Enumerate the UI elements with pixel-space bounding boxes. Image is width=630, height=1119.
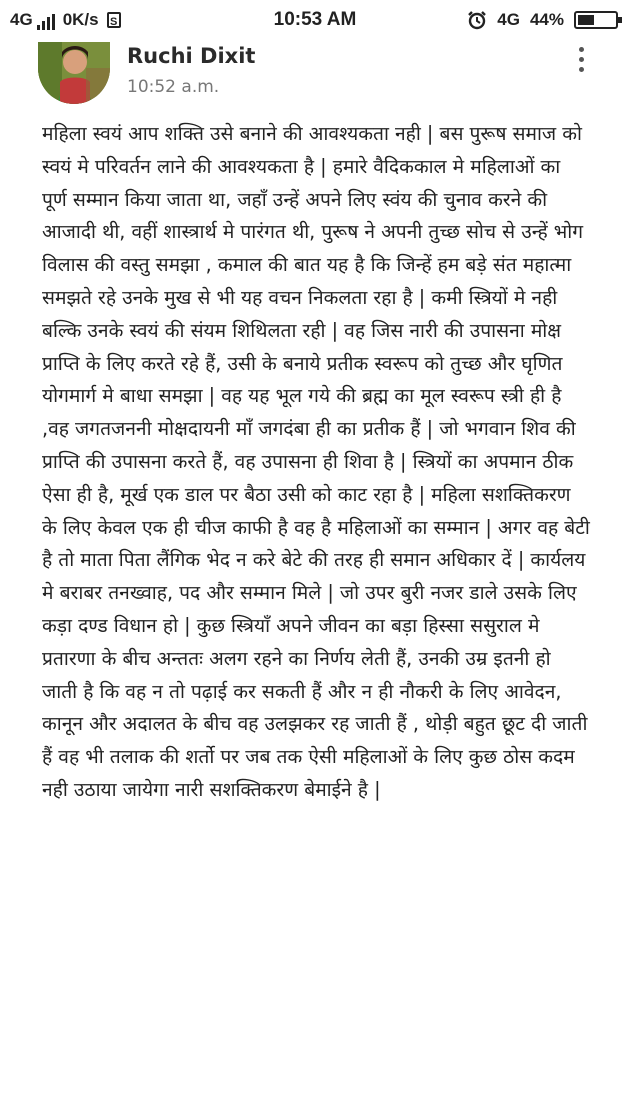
battery-icon xyxy=(574,11,618,29)
author-name[interactable]: Ruchi Dixit xyxy=(127,44,256,68)
status-bar xyxy=(0,0,630,42)
avatar[interactable] xyxy=(38,42,110,104)
battery-fill xyxy=(578,15,594,25)
post-timestamp: 10:52 a.m. xyxy=(127,77,220,97)
network-type-right: 4G xyxy=(497,10,520,29)
post-header xyxy=(0,42,630,112)
status-right xyxy=(467,10,618,30)
alarm-clock-icon xyxy=(467,10,487,30)
post-body: महिला स्वयं आप शक्ति उसे बनाने की आवश्यकता नही | बस पुरूष समाज को स्वयं मे परिवर्तन लाने की आवश्यकता है | हमारे वैदिककाल मे महिलाओं का पूर्ण सम्मान किया जाता था, जहाँ उन्हें अपने लिए स्वंय की चुनाव करने की आजादी थी, वहीं शास्त्रार्थ मे पारंगत थी, पुरूष ने अपनी तुच्छ सोच से उन्हें भोग विलास की वस्तु समझा , कमाल की बात यह है कि जिन्हें हम बड़े संत महात्मा समझते रहे उनके मुख से भी यह वचन निकलता रहा है | कमी स्त्रियों मे नही बल्कि उनके स्वयं की संयम शिथिलता रही | वह जिस नारी की उपासना मोक्ष प्राप्ति के लिए करते रहे हैं, उसी के बनाये प्रतीक स्वरूप को तुच्छ और घृणित योगमार्ग मे बाधा समझा | वह यह भूल गये की ब्रह्म का मूल स्वरूप स्त्री ही है ,वह जगतजननी मोक्षदायनी माँ जगदंबा ही का प्रतीक हैं | जो भगवान शिव की प्राप्ति की उपासना करते हैं, वह उपासना ही शिवा है | स्त्रियों का अपमान ठीक ऐसा ही है, मूर्ख एक डाल पर बैठा उसी को काट रहा है | महिला सशक्तिकरण के लिए केवल एक ही चीज काफी है वह है महिलाओं का सम्मान | अगर वह बेटी है तो माता पिता लैंगिक भेद न करे बेटे की तरह ही समान अधिकार दें | कार्यलय मे बराबर तनख्वाह, पद और सम्मान मिले | जो उपर बुरी नजर डाले उसके लिए कड़ा दण्ड विधान हो | कुछ स्त्रियाँ अपने जीवन का बड़ा हिस्सा ससुराल मे प्रतारणा के बीच अन्ततः अलग रहने का निर्णय लेती हैं, उनकी उम्र इतनी हो जाती है कि वह न तो पढ़ाई कर सकती हैं और न ही नौकरी के लिए आवेदन, कानून और अदालत के बीच वह उलझकर रह जाती हैं , थोड़ी बहुत छूट दी जाती हैं वह भी तलाक की शर्तो पर जब तक ऐसी महिलाओं के लिए कुछ ठोस कदम नही उठाया जायेगा नारी सशक्तिकरण बेमाईने है | xyxy=(42,122,590,801)
data-speed: 0K/s xyxy=(62,10,99,29)
battery-percent: 44% xyxy=(529,10,564,29)
sim-s-icon: S xyxy=(107,12,121,28)
more-vertical-icon[interactable] xyxy=(566,42,596,76)
avatar-image xyxy=(38,42,110,104)
clock: 10:53 AM xyxy=(273,9,357,30)
network-type: 4G xyxy=(10,10,33,29)
